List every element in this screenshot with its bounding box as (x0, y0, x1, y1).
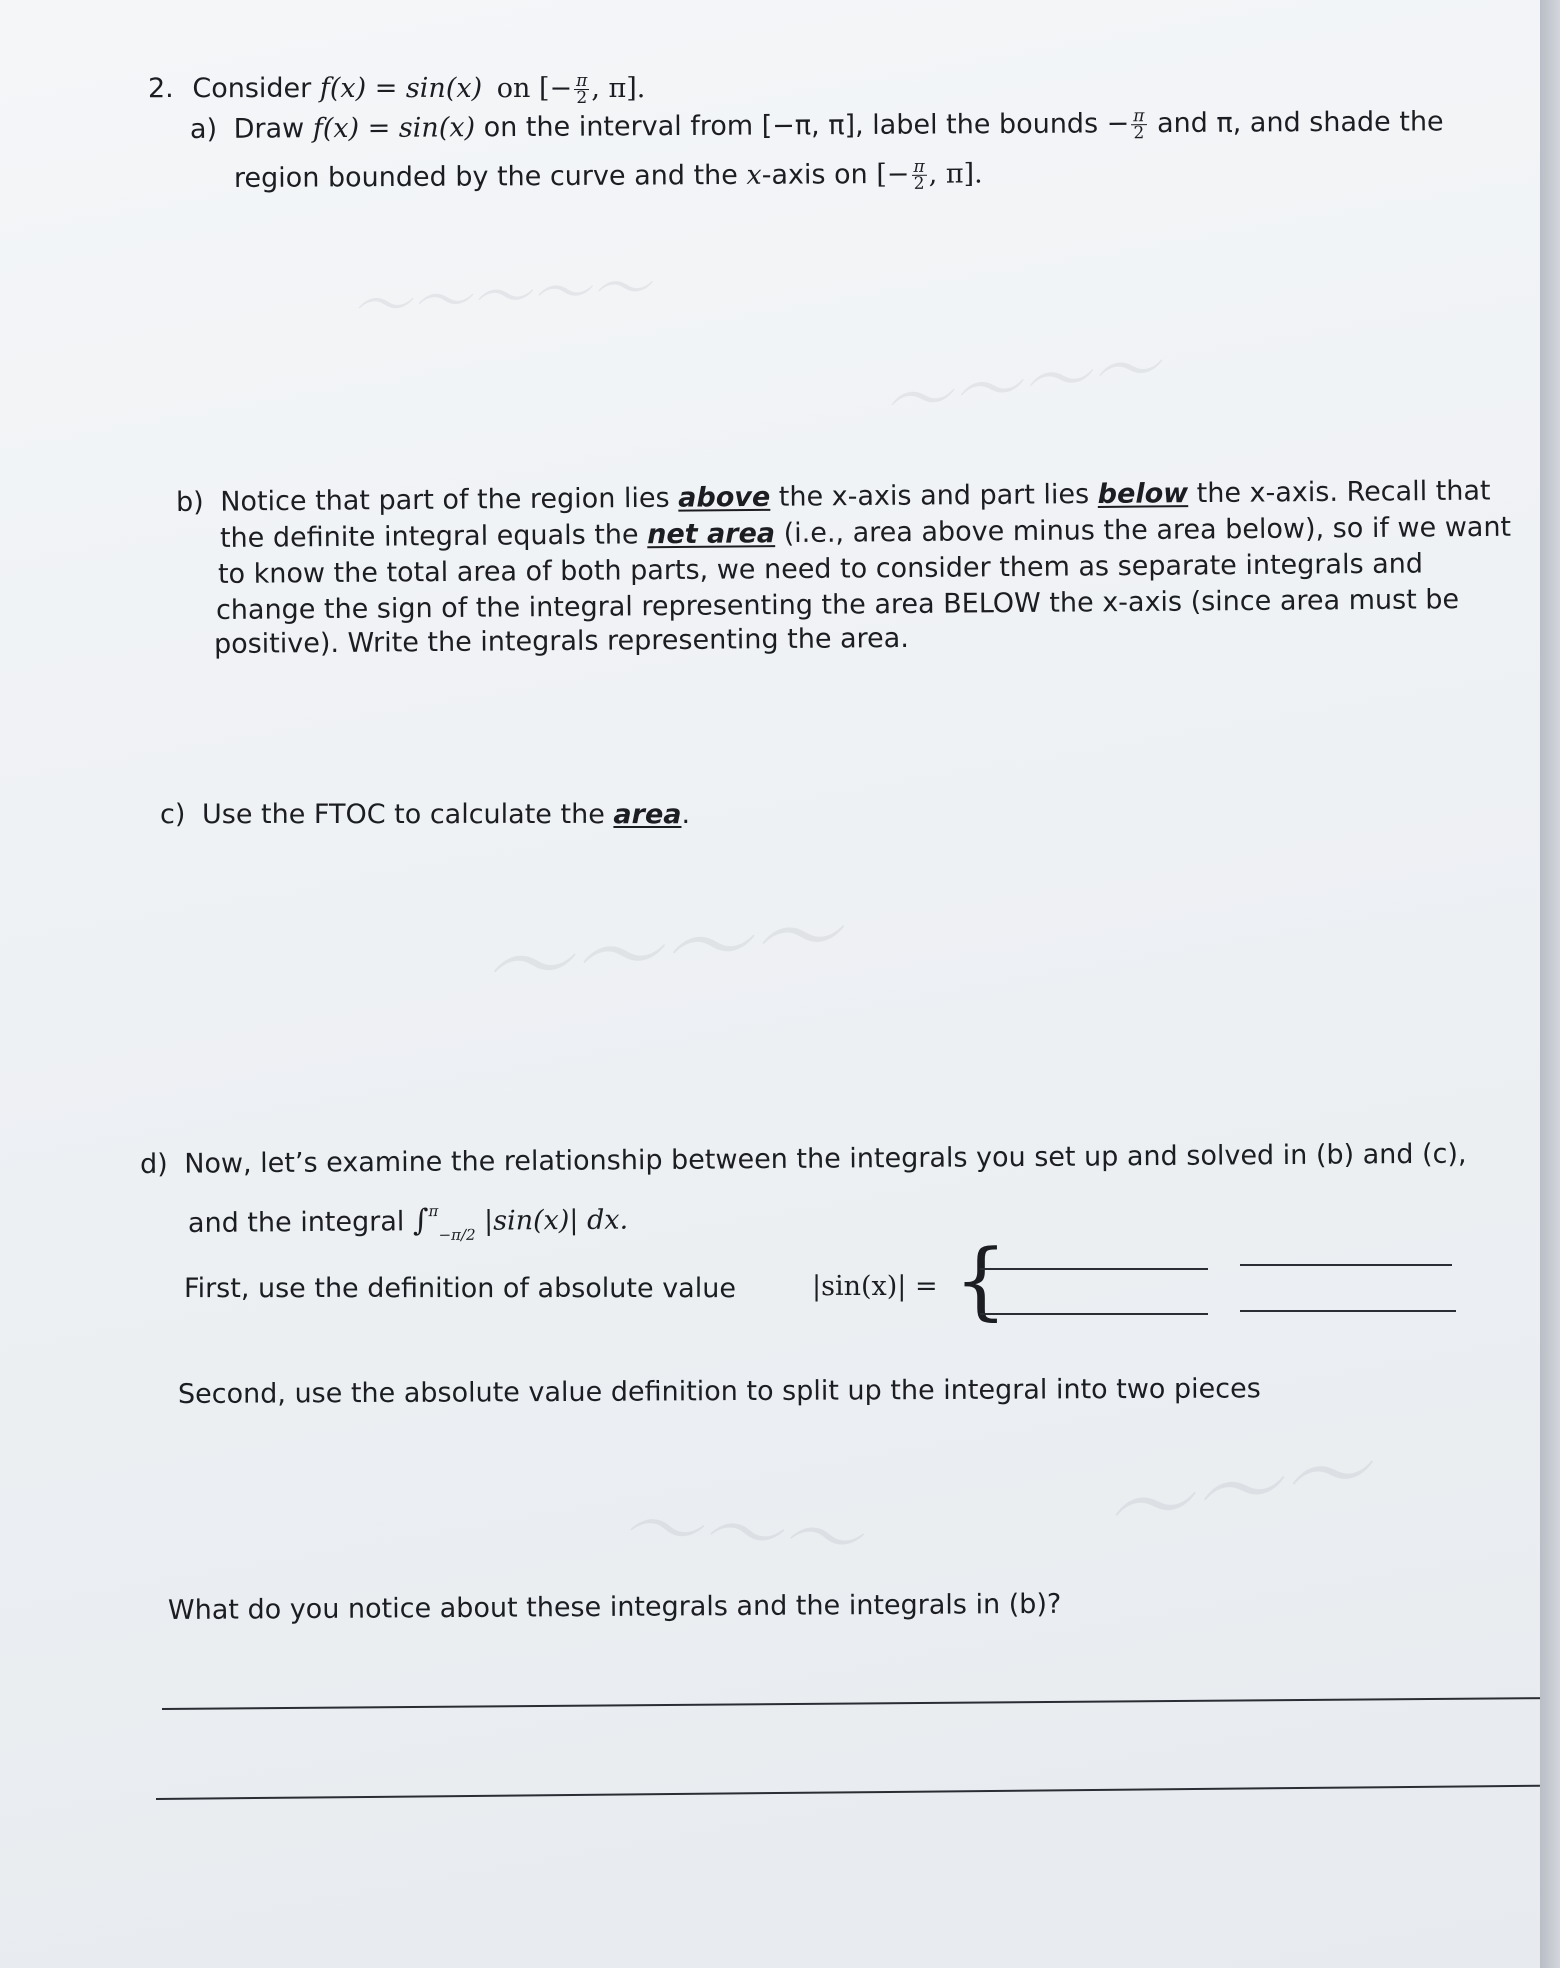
bleed-through-mark: 〜〜〜〜〜 (348, 252, 653, 344)
absolute-value-lhs: |sin(x)| = (812, 1271, 938, 1302)
piecewise-condition-blank-1[interactable] (1240, 1264, 1452, 1266)
part-a-function: f(x) = sin(x) (312, 112, 476, 145)
answer-line-2[interactable] (156, 1785, 1540, 1800)
part-a-line-2: region bounded by the curve and the x-axis on [− $\frac{\pi}{2}$ , π]. (233, 156, 983, 194)
part-a-line-1: a) Draw f(x) = sin(x) on the interval from [−π, π], label the bounds − $\frac{\pi}{2}$ and π, and shade the (189, 106, 1444, 145)
integral-lower-bound: −π/2 (438, 1225, 476, 1245)
part-d-first-step: First, use the definition of absolute value (184, 1273, 736, 1304)
pi-over-two-fraction: $\frac{\pi}{2}$ (913, 156, 925, 194)
emphasis-above: above (678, 481, 771, 514)
part-d-line-2: and the integral ∫$^\pi_{-\pi/2}$ |sin(x)| dx. (187, 1202, 629, 1245)
part-c-line: c) Use the FTOC to calculate the area. (160, 799, 691, 830)
part-b-line-3: to know the total area of both parts, we need to consider them as separate integrals and (217, 548, 1424, 590)
emphasis-net-area: net area (647, 518, 776, 551)
part-d-label: d) (139, 1148, 168, 1180)
emphasis-below: below (1097, 478, 1189, 510)
pi-over-two-fraction: $\frac{\pi}{2}$ (1133, 106, 1145, 144)
part-b-line-1: b) Notice that part of the region lies above the x-axis and part lies below the x-axis. Recall that (175, 475, 1491, 518)
bleed-through-mark: 〜〜〜〜 (876, 325, 1166, 447)
piecewise-blank-1[interactable] (980, 1268, 1208, 1270)
answer-line-1[interactable] (162, 1697, 1552, 1710)
bleed-through-mark: 〜〜〜 (1094, 1418, 1379, 1569)
piecewise-brace: { (954, 1231, 1008, 1329)
page-edge-shadow (1540, 0, 1560, 1968)
question-header (148, 72, 645, 106)
part-d-second-step: Second, use the absolute value definition to split up the integral into two pieces (177, 1373, 1261, 1410)
part-d-question: What do you notice about these integrals and the integrals in (b)? (167, 1588, 1062, 1626)
pi-over-two-fraction: $\frac{\pi}{2}$ (576, 71, 588, 108)
part-b-label: b) (175, 486, 204, 518)
integral-sign: ∫ (412, 1203, 429, 1239)
on-word: on (496, 73, 531, 104)
piecewise-blank-2[interactable] (980, 1313, 1208, 1315)
part-d-line-1: d) Now, let’s examine the relationship between the integrals you set up and solved in (b) and (c), (139, 1138, 1467, 1180)
part-b-line-4: change the sign of the integral representing the area BELOW the x-axis (since area must be (215, 584, 1460, 626)
part-b-line-2: the definite integral equals the net area (i.e., area above minus the area below), so if we want (219, 511, 1512, 554)
piecewise-condition-blank-2[interactable] (1240, 1310, 1456, 1312)
integrand: |sin(x)| dx. (483, 1204, 629, 1237)
bleed-through-mark: 〜〜〜〜 (476, 882, 846, 1025)
part-a-label: a) (189, 113, 218, 145)
part-b-line-5: positive). Write the integrals representing the area. (213, 622, 909, 660)
interval-open: [− (538, 73, 573, 104)
part-c-label: c) (160, 799, 186, 830)
bleed-through-mark: 〜〜〜 (617, 1481, 862, 1588)
question-number: 2. (148, 73, 174, 104)
integral-upper-bound: π (428, 1202, 439, 1221)
emphasis-area: area (613, 799, 682, 830)
interval-close: , π]. (591, 73, 646, 104)
question-intro: Consider (192, 73, 312, 104)
function-expression: f(x) = sin(x) (319, 73, 483, 104)
